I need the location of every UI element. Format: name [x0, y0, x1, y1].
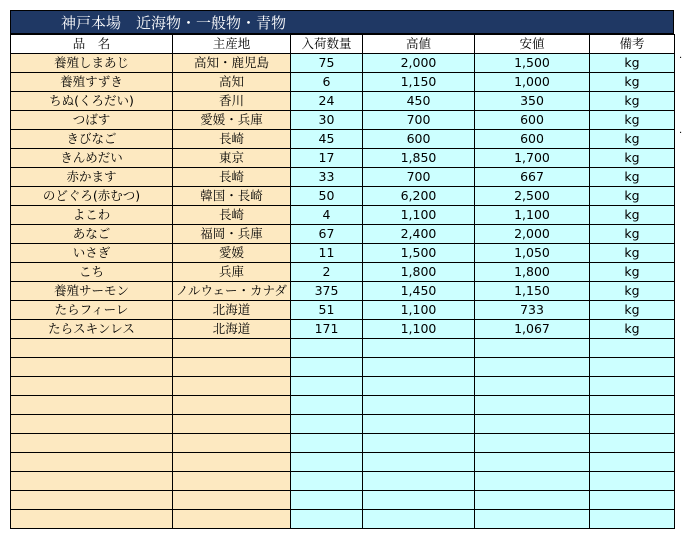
cell-low-price[interactable]: 1,000 — [475, 73, 590, 92]
cell-high-price[interactable] — [363, 510, 475, 529]
cell-origin[interactable] — [173, 453, 291, 472]
cell-low-price[interactable]: 667 — [475, 168, 590, 187]
cell-name[interactable] — [11, 453, 173, 472]
cell-note[interactable]: kg — [590, 92, 675, 111]
cell-origin[interactable]: 香川 — [173, 92, 291, 111]
cell-low-price[interactable] — [475, 453, 590, 472]
table-row — [11, 206, 675, 225]
spreadsheet — [10, 10, 674, 529]
cell-quantity[interactable]: 51 — [291, 301, 363, 320]
cell-low-price[interactable]: 1,800 — [475, 263, 590, 282]
cell-origin[interactable] — [173, 472, 291, 491]
cell-quantity[interactable] — [291, 453, 363, 472]
header-quantity[interactable]: 入荷数量 — [291, 35, 363, 54]
cell-note[interactable]: kg — [590, 111, 675, 130]
cell-high-price[interactable] — [363, 453, 475, 472]
cell-name[interactable] — [11, 434, 173, 453]
cell-origin[interactable]: 高知・鹿児島 — [173, 54, 291, 73]
cell-name[interactable]: きんめだい — [11, 149, 173, 168]
cell-name[interactable] — [11, 510, 173, 529]
table-row — [11, 472, 675, 491]
cell-quantity[interactable]: 50 — [291, 187, 363, 206]
cell-high-price[interactable]: 1,500 — [363, 244, 475, 263]
header-row — [11, 35, 675, 54]
cell-note[interactable]: kg — [590, 168, 675, 187]
cell-note[interactable]: kg — [590, 282, 675, 301]
cell-low-price[interactable]: 2,000 — [475, 225, 590, 244]
cell-name[interactable]: のどぐろ(赤むつ) — [11, 187, 173, 206]
cell-note[interactable]: kg — [590, 225, 675, 244]
cell-note[interactable] — [590, 491, 675, 510]
table-row — [11, 130, 675, 149]
cell-note[interactable] — [590, 415, 675, 434]
cell-origin[interactable] — [173, 377, 291, 396]
table-row — [11, 415, 675, 434]
cell-note[interactable] — [590, 339, 675, 358]
cell-low-price[interactable]: 1,500 — [475, 54, 590, 73]
cell-name[interactable]: ちぬ(くろだい) — [11, 92, 173, 111]
cell-name[interactable]: たらフィーレ — [11, 301, 173, 320]
cell-quantity[interactable]: 45 — [291, 130, 363, 149]
cell-high-price[interactable] — [363, 396, 475, 415]
cell-quantity[interactable] — [291, 339, 363, 358]
cell-high-price[interactable]: 1,450 — [363, 282, 475, 301]
table-row — [11, 111, 675, 130]
cell-note[interactable]: kg — [590, 54, 675, 73]
cell-quantity[interactable]: 30 — [291, 111, 363, 130]
cell-low-price[interactable]: 350 — [475, 92, 590, 111]
edge-mark: . — [679, 125, 683, 136]
cell-origin[interactable]: 福岡・兵庫 — [173, 225, 291, 244]
cell-name[interactable] — [11, 491, 173, 510]
cell-quantity[interactable]: 24 — [291, 92, 363, 111]
cell-note[interactable]: kg — [590, 149, 675, 168]
cell-origin[interactable]: 東京 — [173, 149, 291, 168]
table-row — [11, 339, 675, 358]
cell-origin[interactable] — [173, 358, 291, 377]
cell-high-price[interactable]: 600 — [363, 130, 475, 149]
cell-high-price[interactable]: 450 — [363, 92, 475, 111]
table-row — [11, 396, 675, 415]
cell-name[interactable]: きびなご — [11, 130, 173, 149]
cell-low-price[interactable]: 733 — [475, 301, 590, 320]
cell-quantity[interactable]: 33 — [291, 168, 363, 187]
cell-origin[interactable]: 兵庫 — [173, 263, 291, 282]
cell-note[interactable]: kg — [590, 130, 675, 149]
cell-high-price[interactable]: 1,150 — [363, 73, 475, 92]
table-row — [11, 491, 675, 510]
cell-quantity[interactable] — [291, 510, 363, 529]
cell-note[interactable]: kg — [590, 301, 675, 320]
cell-high-price[interactable]: 6,200 — [363, 187, 475, 206]
cell-origin[interactable]: 長崎 — [173, 130, 291, 149]
cell-note[interactable]: kg — [590, 206, 675, 225]
cell-high-price[interactable] — [363, 415, 475, 434]
cell-origin[interactable] — [173, 434, 291, 453]
cell-high-price[interactable]: 1,100 — [363, 320, 475, 339]
cell-high-price[interactable]: 1,100 — [363, 301, 475, 320]
cell-quantity[interactable]: 171 — [291, 320, 363, 339]
cell-quantity[interactable] — [291, 415, 363, 434]
cell-high-price[interactable]: 2,400 — [363, 225, 475, 244]
cell-note[interactable]: kg — [590, 73, 675, 92]
cell-low-price[interactable]: 1,700 — [475, 149, 590, 168]
cell-quantity[interactable] — [291, 377, 363, 396]
cell-origin[interactable]: 高知 — [173, 73, 291, 92]
cell-origin[interactable] — [173, 339, 291, 358]
table-row — [11, 282, 675, 301]
cell-quantity[interactable]: 4 — [291, 206, 363, 225]
cell-origin[interactable]: 愛媛 — [173, 244, 291, 263]
cell-high-price[interactable]: 700 — [363, 111, 475, 130]
cell-low-price[interactable]: 1,150 — [475, 282, 590, 301]
cell-high-price[interactable]: 700 — [363, 168, 475, 187]
cell-low-price[interactable] — [475, 415, 590, 434]
cell-origin[interactable]: 韓国・長崎 — [173, 187, 291, 206]
cell-high-price[interactable]: 1,850 — [363, 149, 475, 168]
cell-quantity[interactable]: 67 — [291, 225, 363, 244]
table-row — [11, 187, 675, 206]
header-name[interactable]: 品 名 — [11, 35, 173, 54]
price-table — [10, 34, 675, 529]
cell-high-price[interactable] — [363, 358, 475, 377]
cell-origin[interactable] — [173, 510, 291, 529]
cell-name[interactable]: 赤かます — [11, 168, 173, 187]
cell-low-price[interactable] — [475, 434, 590, 453]
table-row — [11, 453, 675, 472]
header-high-price[interactable]: 高値 — [363, 35, 475, 54]
cell-high-price[interactable]: 1,100 — [363, 206, 475, 225]
table-row — [11, 168, 675, 187]
table-row — [11, 244, 675, 263]
cell-low-price[interactable] — [475, 358, 590, 377]
cell-quantity[interactable] — [291, 491, 363, 510]
cell-high-price[interactable] — [363, 434, 475, 453]
cell-quantity[interactable]: 11 — [291, 244, 363, 263]
table-row — [11, 149, 675, 168]
cell-name[interactable]: たらスキンレス — [11, 320, 173, 339]
cell-origin[interactable] — [173, 491, 291, 510]
edge-mark: . — [679, 50, 683, 61]
cell-quantity[interactable]: 75 — [291, 54, 363, 73]
cell-high-price[interactable]: 2,000 — [363, 54, 475, 73]
cell-origin[interactable]: 愛媛・兵庫 — [173, 111, 291, 130]
sheet-title: 神戸本場 近海物・一般物・青物 — [10, 10, 674, 34]
cell-origin[interactable]: 北海道 — [173, 301, 291, 320]
cell-name[interactable]: 養殖サーモン — [11, 282, 173, 301]
cell-low-price[interactable]: 600 — [475, 111, 590, 130]
header-origin[interactable]: 主産地 — [173, 35, 291, 54]
cell-quantity[interactable] — [291, 434, 363, 453]
cell-low-price[interactable] — [475, 491, 590, 510]
cell-name[interactable] — [11, 339, 173, 358]
cell-name[interactable] — [11, 358, 173, 377]
table-row — [11, 54, 675, 73]
cell-low-price[interactable] — [475, 472, 590, 491]
header-note[interactable]: 備考 — [590, 35, 675, 54]
cell-quantity[interactable]: 2 — [291, 263, 363, 282]
table-body — [11, 54, 675, 529]
cell-name[interactable]: よこわ — [11, 206, 173, 225]
table-row — [11, 377, 675, 396]
table-row — [11, 434, 675, 453]
cell-name[interactable] — [11, 377, 173, 396]
cell-name[interactable]: 養殖しまあじ — [11, 54, 173, 73]
cell-low-price[interactable]: 600 — [475, 130, 590, 149]
cell-high-price[interactable]: 1,800 — [363, 263, 475, 282]
cell-note[interactable] — [590, 472, 675, 491]
table-row — [11, 510, 675, 529]
cell-name[interactable]: こち — [11, 263, 173, 282]
cell-low-price[interactable] — [475, 377, 590, 396]
cell-origin[interactable]: ノルウェー・カナダ — [173, 282, 291, 301]
cell-high-price[interactable] — [363, 491, 475, 510]
cell-low-price[interactable] — [475, 510, 590, 529]
cell-low-price[interactable]: 1,050 — [475, 244, 590, 263]
cell-quantity[interactable] — [291, 396, 363, 415]
cell-name[interactable]: いさぎ — [11, 244, 173, 263]
cell-note[interactable] — [590, 510, 675, 529]
table-row — [11, 320, 675, 339]
cell-name[interactable] — [11, 415, 173, 434]
cell-low-price[interactable]: 1,067 — [475, 320, 590, 339]
cell-name[interactable] — [11, 396, 173, 415]
cell-origin[interactable]: 長崎 — [173, 206, 291, 225]
table-row — [11, 263, 675, 282]
cell-quantity[interactable]: 17 — [291, 149, 363, 168]
cell-note[interactable] — [590, 377, 675, 396]
cell-origin[interactable]: 長崎 — [173, 168, 291, 187]
cell-name[interactable]: つばす — [11, 111, 173, 130]
cell-note[interactable]: kg — [590, 263, 675, 282]
cell-origin[interactable]: 北海道 — [173, 320, 291, 339]
cell-low-price[interactable]: 2,500 — [475, 187, 590, 206]
header-low-price[interactable]: 安値 — [475, 35, 590, 54]
cell-note[interactable] — [590, 396, 675, 415]
cell-low-price[interactable]: 1,100 — [475, 206, 590, 225]
cell-note[interactable]: kg — [590, 320, 675, 339]
cell-note[interactable] — [590, 434, 675, 453]
cell-low-price[interactable] — [475, 396, 590, 415]
table-row — [11, 92, 675, 111]
cell-name[interactable]: 養殖すずき — [11, 73, 173, 92]
cell-origin[interactable] — [173, 415, 291, 434]
cell-note[interactable]: kg — [590, 187, 675, 206]
cell-quantity[interactable]: 375 — [291, 282, 363, 301]
table-row — [11, 301, 675, 320]
table-row — [11, 358, 675, 377]
cell-name[interactable]: あなご — [11, 225, 173, 244]
cell-low-price[interactable] — [475, 339, 590, 358]
cell-name[interactable] — [11, 472, 173, 491]
table-row — [11, 73, 675, 92]
cell-quantity[interactable]: 6 — [291, 73, 363, 92]
cell-quantity[interactable] — [291, 472, 363, 491]
cell-high-price[interactable] — [363, 339, 475, 358]
cell-note[interactable]: kg — [590, 244, 675, 263]
cell-high-price[interactable] — [363, 377, 475, 396]
cell-origin[interactable] — [173, 396, 291, 415]
cell-note[interactable] — [590, 358, 675, 377]
cell-high-price[interactable] — [363, 472, 475, 491]
cell-note[interactable] — [590, 453, 675, 472]
table-row — [11, 225, 675, 244]
cell-quantity[interactable] — [291, 358, 363, 377]
